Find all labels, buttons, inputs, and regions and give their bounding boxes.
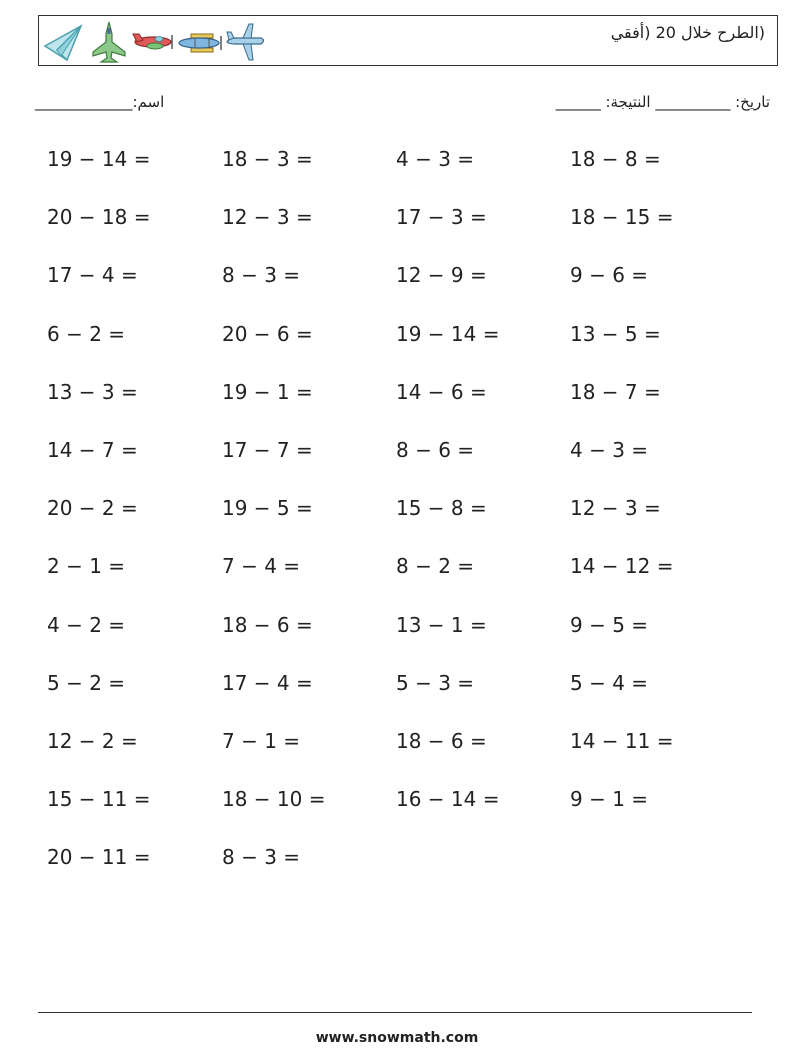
fighter-jet-icon [91, 20, 127, 64]
problem-r5-c4: 18 − 7 = [570, 379, 661, 404]
problem-r3-c4: 9 − 6 = [570, 263, 649, 288]
problem-r6-c3: 8 − 6 = [396, 438, 475, 462]
problem-r10-c4: 5 − 4 = [570, 670, 649, 695]
problem-r1-c4: 18 − 8 = [570, 147, 661, 171]
problem-r12-c2: 18 − 10 = [222, 787, 326, 812]
airliner-icon [225, 20, 267, 64]
problem-r1-c1: 19 − 14 = [47, 147, 151, 171]
problem-r7-c2: 19 − 5 = [222, 496, 313, 521]
problem-r8-c3: 8 − 2 = [396, 554, 475, 579]
biplane-icon [177, 20, 223, 64]
problem-r7-c3: 15 − 8 = [396, 496, 487, 521]
problem-r11-c1: 12 − 2 = [47, 729, 138, 753]
problem-r12-c1: 15 − 11 = [47, 787, 151, 812]
problem-r3-c2: 8 − 3 = [222, 263, 301, 288]
footer-divider [38, 1012, 752, 1013]
problem-r12-c4: 9 − 1 = [570, 787, 649, 812]
problem-r9-c1: 4 − 2 = [47, 612, 126, 637]
problem-r7-c1: 20 − 2 = [47, 496, 138, 521]
problem-r5-c3: 14 − 6 = [396, 379, 487, 404]
problem-r6-c1: 14 − 7 = [47, 438, 138, 462]
paper-plane-icon [43, 20, 83, 64]
problem-r10-c2: 17 − 4 = [222, 670, 313, 695]
problem-r1-c3: 4 − 3 = [396, 147, 475, 171]
problem-r5-c1: 13 − 3 = [47, 379, 138, 404]
problem-r10-c1: 5 − 2 = [47, 670, 126, 695]
problem-r3-c1: 17 − 4 = [47, 263, 138, 288]
problem-r11-c2: 7 − 1 = [222, 729, 301, 753]
problem-r13-c1: 20 − 11 = [47, 845, 151, 870]
problem-r2-c2: 12 − 3 = [222, 205, 313, 230]
red-propeller-plane-icon [131, 20, 175, 64]
problem-r11-c4: 14 − 11 = [570, 729, 674, 753]
problem-r2-c3: 17 − 3 = [396, 205, 487, 230]
problem-r6-c4: 4 − 3 = [570, 438, 649, 462]
problem-r2-c1: 20 − 18 = [47, 205, 151, 230]
problem-r1-c2: 18 − 3 = [222, 147, 313, 171]
worksheet-title: (الطرح خلال 20 (أفقي [610, 23, 765, 42]
problem-r4-c2: 20 − 6 = [222, 321, 313, 346]
problem-r12-c3: 16 − 14 = [396, 787, 500, 812]
problem-r8-c2: 7 − 4 = [222, 554, 301, 579]
problem-r4-c3: 19 − 14 = [396, 321, 500, 346]
worksheet-header [38, 15, 778, 66]
problem-r9-c4: 9 − 5 = [570, 612, 649, 637]
problem-r7-c4: 12 − 3 = [570, 496, 661, 521]
problem-r5-c2: 19 − 1 = [222, 379, 313, 404]
problem-r6-c2: 17 − 7 = [222, 438, 313, 462]
problem-r8-c1: 2 − 1 = [47, 554, 126, 579]
problem-r9-c2: 18 − 6 = [222, 612, 313, 637]
problem-r10-c3: 5 − 3 = [396, 670, 475, 695]
problem-r4-c4: 13 − 5 = [570, 321, 661, 346]
problem-r9-c3: 13 − 1 = [396, 612, 487, 637]
problem-r4-c1: 6 − 2 = [47, 321, 126, 346]
problem-r2-c4: 18 − 15 = [570, 205, 674, 230]
name-field: اسم:_____________ [35, 93, 165, 111]
problem-r11-c3: 18 − 6 = [396, 729, 487, 753]
problem-r8-c4: 14 − 12 = [570, 554, 674, 579]
problem-r3-c3: 12 − 9 = [396, 263, 487, 288]
website-url: www.snowmath.com [315, 1030, 479, 1046]
date-score-field: ______ :تاريخ: __________ النتيجة [555, 93, 770, 111]
problem-r13-c2: 8 − 3 = [222, 845, 301, 870]
